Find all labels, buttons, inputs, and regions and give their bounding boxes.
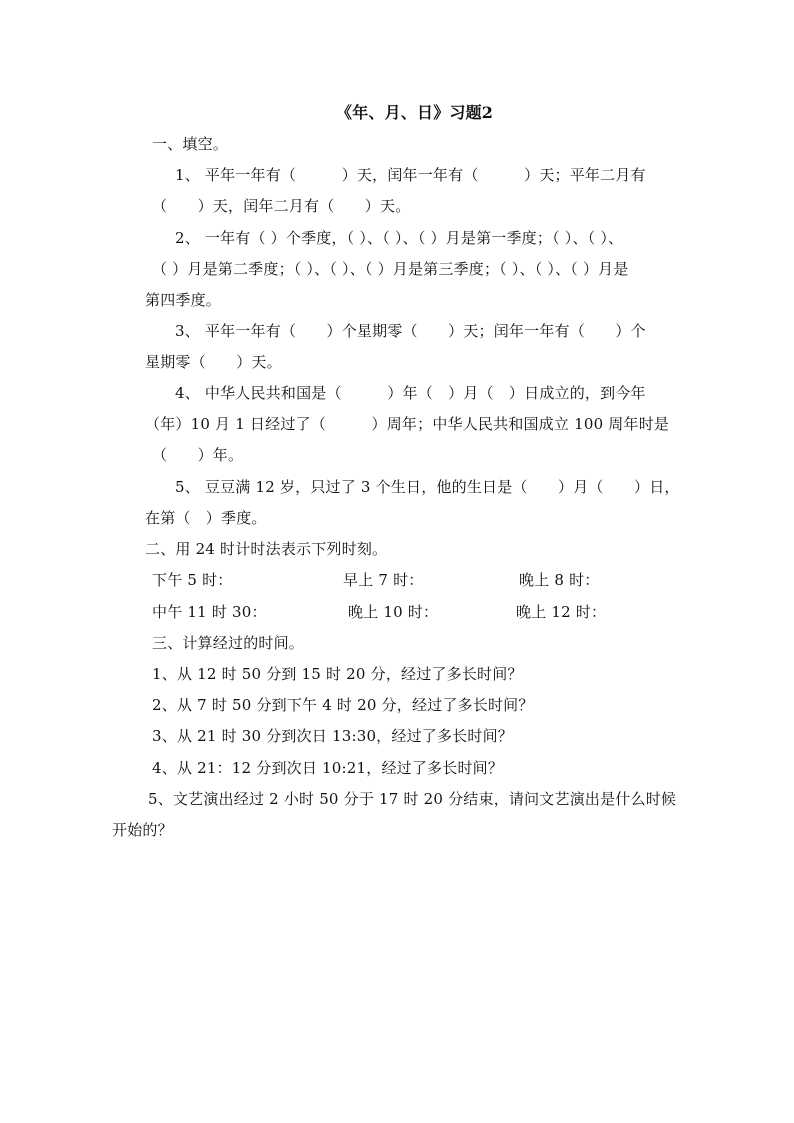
q1-line2: （ ）天，闰年二月有（ ）天。 bbox=[152, 197, 411, 215]
q3-line1: 3、 平年一年有（ ）个星期零（ ）天；闰年一年有（ ）个 bbox=[175, 322, 646, 340]
q5-line2: 在第（ ）季度。 bbox=[145, 509, 267, 527]
time-item: 晚上 10 时： bbox=[348, 603, 439, 621]
q5-line1: 5、 豆豆满 12 岁，只过了 3 个生日，他的生日是（ ）月（ ）日， bbox=[175, 478, 680, 496]
q2-line2: （ ）月是第二季度；（ ）、（ ）、（ ）月是第三季度；（ ）、（ ）、（ ）月是 bbox=[152, 260, 629, 278]
section3-heading: 三、计算经过的时间。 bbox=[152, 634, 305, 652]
time-item: 下午 5 时： bbox=[152, 571, 233, 589]
s3-q2: 2、从 7 时 50 分到下午 4 时 20 分，经过了多长时间？ bbox=[152, 696, 534, 714]
time-item: 晚上 12 时： bbox=[516, 603, 607, 621]
q4-line1: 4、 中华人民共和国是（ ）年（ ）月（ ）日成立的，到今年 bbox=[175, 384, 646, 402]
s3-q1: 1、从 12 时 50 分到 15 时 20 分，经过了多长时间？ bbox=[152, 665, 523, 683]
s3-q5-line1: 5、文艺演出经过 2 小时 50 分于 17 时 20 分结束，请问文艺演出是什么时候 bbox=[148, 790, 677, 808]
q1-line1: 1、 平年一年有（ ）天，闰年一年有（ ）天；平年二月有 bbox=[175, 166, 646, 184]
time-item: 晚上 8 时： bbox=[519, 571, 600, 589]
section1-heading: 一、填空。 bbox=[152, 135, 229, 153]
page-title: 《年、月、日》习题2 bbox=[336, 103, 494, 122]
q2-line3: 第四季度。 bbox=[145, 291, 222, 309]
time-item: 早上 7 时： bbox=[343, 571, 424, 589]
q3-line2: 星期零（ ）天。 bbox=[145, 353, 282, 371]
s3-q4: 4、从 21：12 分到次日 10:21，经过了多长时间？ bbox=[152, 759, 504, 777]
q4-line2: （年）10 月 1 日经过了（ ）周年；中华人民共和国成立 100 周年时是 bbox=[145, 415, 670, 433]
s3-q5-line2: 开始的？ bbox=[112, 821, 173, 839]
section2-heading: 二、用 24 时计时法表示下列时刻。 bbox=[145, 540, 388, 558]
s3-q3: 3、从 21 时 30 分到次日 13:30，经过了多长时间？ bbox=[152, 727, 513, 745]
q4-line3: （ ）年。 bbox=[152, 446, 244, 464]
time-item: 中午 11 时 30： bbox=[152, 603, 267, 621]
q2-line1: 2、 一年有（ ）个季度，（ ）、（ ）、（ ）月是第一季度；（ ）、（ ）、 bbox=[175, 229, 624, 247]
